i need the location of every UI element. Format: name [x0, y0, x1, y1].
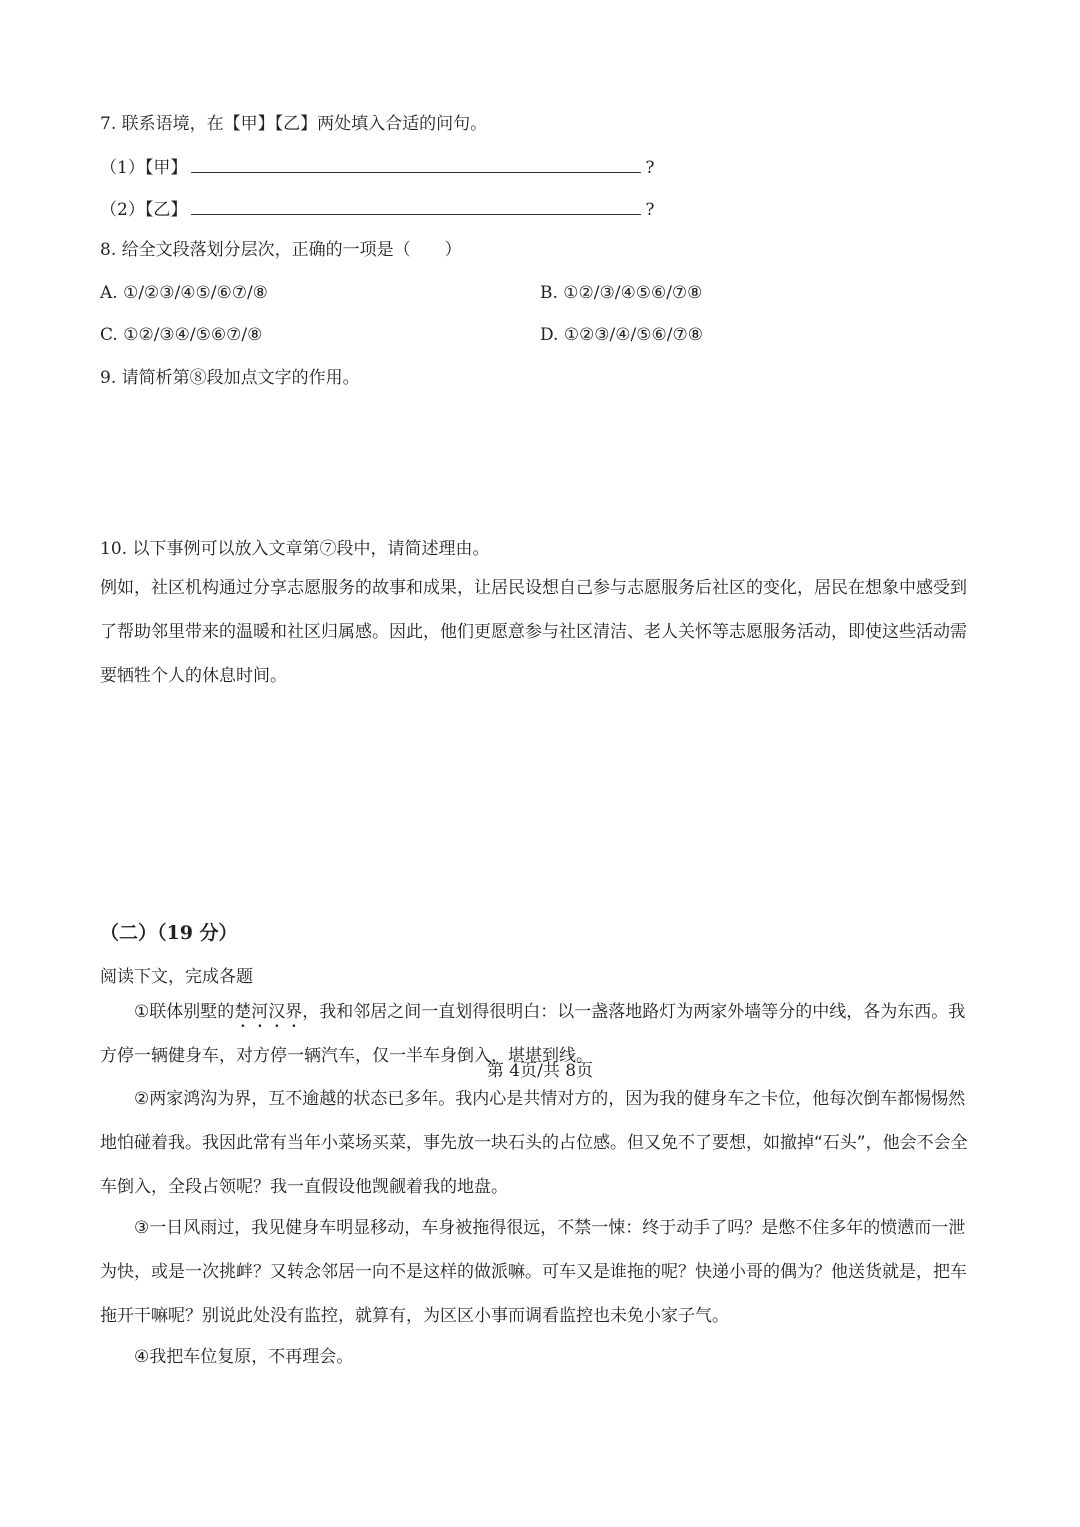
q10-prompt: 10. 以下事例可以放入文章第⑦段中，请简述理由。 [100, 539, 490, 559]
q7-item-1 [100, 154, 654, 180]
reading-intro: 阅读下文，完成各题 [100, 967, 253, 987]
p1-emphasis: 楚河汉界 [234, 1002, 303, 1022]
p1-post: ，我和邻居之间一直划得很明白：以一盏落地路灯为两家外墙等分的中线，各为东西。我方停一辆健身车，对方停一辆汽车，仅一半车身倒入，堪堪到线。 [100, 1002, 966, 1066]
page-footer: 第 4页/共 8页 [486, 1061, 594, 1081]
answer-blank-yi[interactable] [191, 196, 641, 215]
answer-blank-jia[interactable] [191, 154, 641, 173]
q7-prompt: 7. 联系语境，在【甲】【乙】两处填入合适的问句。 [100, 114, 488, 134]
q10-example: 例如，社区机构通过分享志愿服务的故事和成果，让居民设想自己参与志愿服务后社区的变化，居民在想象中感受到了帮助邻里带来的温暖和社区归属感。因此，他们更愿意参与社区清洁、老人关怀等志愿服务活动，即使这些活动需要牺牲个人的休息时间。 [100, 578, 967, 686]
passage-paragraph-3: ③一日风雨过，我见健身车明显移动，车身被拖得很远，不禁一悚：终于动手了吗？是憋不住多年的愤懑而一泄为快，或是一次挑衅？又转念邻居一向不是这样的做派嘛。可车又是谁拖的呢？快递小哥的偶为？他送货就是，把车拖开干嘛呢？别说此处没有监控，就算有，为区区小事而调看监控也未免小家子气。 [100, 1218, 967, 1326]
q7-item-2 [100, 196, 654, 222]
q7-item-2-label: （2）【乙】 [100, 200, 188, 220]
q7-item-2-end: ? [645, 200, 655, 220]
p1-pre: ①联体别墅的 [134, 1002, 235, 1022]
q8-option-c[interactable]: C. ①②/③④/⑤⑥⑦/⑧ [100, 325, 263, 345]
q8-option-d[interactable]: D. ①②③/④/⑤⑥/⑦⑧ [540, 325, 703, 345]
passage-paragraph-4: ④我把车位复原，不再理会。 [134, 1347, 354, 1367]
q9-prompt: 9. 请简析第⑧段加点文字的作用。 [100, 368, 360, 388]
q8-prompt: 8. 给全文段落划分层次，正确的一项是（ ） [100, 240, 462, 260]
q7-item-1-label: （1）【甲】 [100, 158, 188, 178]
q7-item-1-end: ? [645, 158, 655, 178]
q8-option-a[interactable]: A. ①/②③/④⑤/⑥⑦/⑧ [100, 283, 268, 303]
q8-option-b[interactable]: B. ①②/③/④⑤⑥/⑦⑧ [540, 283, 703, 303]
section-title: （二）（19 分） [100, 922, 238, 944]
passage-paragraph-2: ②两家鸿沟为界，互不逾越的状态已多年。我内心是共情对方的，因为我的健身车之卡位，他每次倒车都惕惕然地怕碰着我。我因此常有当年小菜场买菜，事先放一块石头的占位感。但又免不了要想，如撤掉“石头”，他会不会全车倒入，全段占领呢？我一直假设他觊觎着我的地盘。 [100, 1089, 968, 1197]
